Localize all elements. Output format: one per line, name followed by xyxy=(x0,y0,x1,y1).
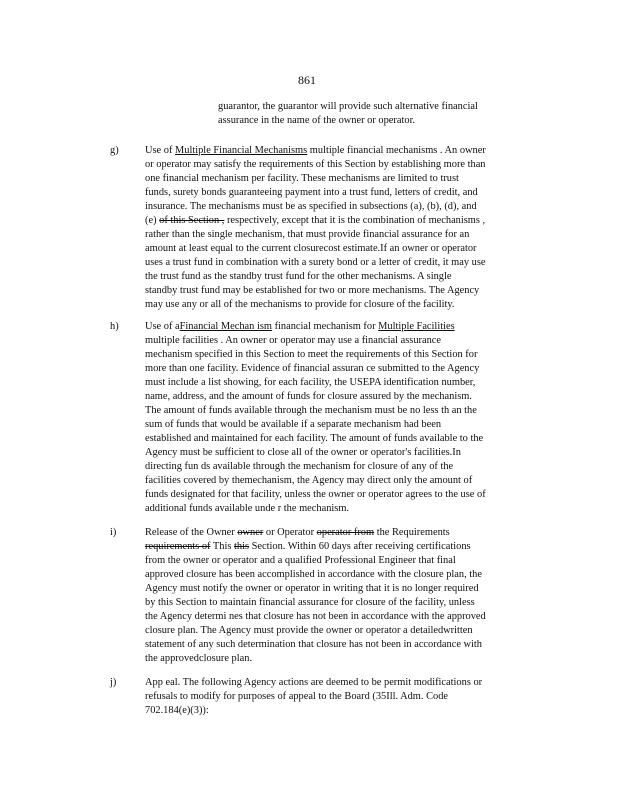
section-i-line: from the owner or operator and a qualified Professional Engineer that final xyxy=(145,555,456,566)
section-g-line: insurance. The mechanisms must be as specified in subsections (a), (b), (d), and xyxy=(145,201,477,212)
section-i-line xyxy=(145,540,540,554)
section-g-line: uses a trust fund in combination with a surety bond or a letter of credit, it may use xyxy=(145,257,486,268)
inserted-text: Financial Mechan ism xyxy=(179,321,272,332)
section-g-line: or operator may satisfy the requirements of this Section by establishing more than xyxy=(145,159,486,170)
section-j-line: App eal. The following Agency actions are deemed to be permit modifications or xyxy=(145,677,483,688)
section-i-label: i) xyxy=(110,527,117,538)
section-h-line: funds designated for that facility, unless the owner or operator agrees to the use of xyxy=(145,489,486,500)
section-h-line xyxy=(145,320,540,334)
section-i-body xyxy=(145,526,540,666)
section-i-line xyxy=(145,526,540,540)
section-h-line: Agency must be sufficient to close all of the owner or operator's facilities.In xyxy=(145,447,461,458)
text-run: multiple financial mechanisms . An owner xyxy=(307,145,486,156)
carryover-line: assurance in the name of the owner or operator. xyxy=(218,115,416,126)
section-i-line: Agency must notify the owner or operator in writing that it is no longer required xyxy=(145,583,479,594)
section-h-line: The amount of funds available through the mechanism must be no less th an the xyxy=(145,405,477,416)
section-h-line: more than one facility. Evidence of financial assuran ce submitted to the Agency xyxy=(145,363,480,374)
section-g-line: funds, surety bonds guaranteeing payment into a trust fund, letters of credit, and xyxy=(145,187,478,198)
carryover-paragraph xyxy=(218,100,518,128)
section-g-line xyxy=(145,214,540,228)
inserted-text: Multiple Facilities xyxy=(378,321,455,332)
text-run: financial mechanism for xyxy=(271,321,379,332)
section-g-line: the trust fund as the standby trust fund for the other mechanisms. A single xyxy=(145,271,452,282)
section-g-line: standby trust fund may be established for two or more mechanisms. The Agency xyxy=(145,285,480,296)
deleted-text: operator from xyxy=(316,527,375,538)
section-i-line: closure plan. The Agency must provide the owner or operator a detailedwritten xyxy=(145,625,473,636)
text-run: Use of xyxy=(145,145,176,156)
text-run: This xyxy=(210,541,234,552)
section-i-line: the Agency determi nes that closure has not been in accordance with the approved xyxy=(145,611,486,622)
text-run: the Requirements xyxy=(374,527,450,538)
section-g-line: amount at least equal to the current closurecost estimate.If an owner or operator xyxy=(145,243,477,254)
section-j-label: j) xyxy=(110,677,117,688)
section-g-body xyxy=(145,144,540,312)
section-h-line: multiple facilities . An owner or operator may use a financial assurance xyxy=(145,335,442,346)
deleted-text: this xyxy=(233,541,249,552)
section-h-line: sum of funds that would be available if a separate mechanism had been xyxy=(145,419,442,430)
section-g-line: rather than the single mechanism, that must provide financial assurance for an xyxy=(145,229,470,240)
deleted-text: requirements of xyxy=(145,541,211,552)
deleted-text: owner xyxy=(237,527,264,538)
text-run: Section. Within 60 days after receiving certifications xyxy=(249,541,471,552)
section-i-line: the approvedclosure plan. xyxy=(145,653,253,664)
section-h-line: directing fun ds available through the mechanism for closure of any of the xyxy=(145,461,454,472)
section-h-line: name, address, and the amount of funds for closure assured by the mechanism. xyxy=(145,391,472,402)
section-g-line: one financial mechanism per facility. These mechanisms are limited to trust xyxy=(145,173,459,184)
inserted-text: Multiple Financial Mechanisms xyxy=(175,145,308,156)
section-j-body xyxy=(145,676,540,718)
section-h-label: h) xyxy=(110,321,119,332)
page-number: 861 xyxy=(298,73,316,87)
text-run: (e) xyxy=(145,215,160,226)
section-h-line: additional funds available unde r the mechanism. xyxy=(145,503,349,514)
section-h-line: facilities covered by themechanism, the Agency may direct only the amount of xyxy=(145,475,473,486)
section-h-line: mechanism specified in this Section to meet the requirements of this Section for xyxy=(145,349,478,360)
carryover-line: guarantor, the guarantor will provide such alternative financial xyxy=(218,101,478,112)
text-run: Release of the Owner xyxy=(145,527,238,538)
section-g-line: may use any or all of the mechanisms to provide for closure of the facility. xyxy=(145,299,455,310)
section-j-line: 702.184(e)(3)): xyxy=(145,705,209,716)
section-g-label: g) xyxy=(110,145,119,156)
section-i-line: statement of any such determination that closure has not been in accordance with xyxy=(145,639,483,650)
section-i-line: approved closure has been accomplished in accordance with the closure plan, the xyxy=(145,569,482,580)
section-j-line: refusals to modify for purposes of appeal to the Board (35Ill. Adm. Code xyxy=(145,691,448,702)
deleted-text: of this Section , xyxy=(159,215,225,226)
section-h-line: must include a list showing, for each facility, the USEPA identification number, xyxy=(145,377,476,388)
text-run: or Operator xyxy=(263,527,317,538)
section-h-line: established and maintained for each facility. The amount of funds available to the xyxy=(145,433,484,444)
text-run: respectively, except that it is the combination of mechanisms , xyxy=(224,215,486,226)
section-i-line: by this Section to maintain financial assurance for closure of the facility, unless xyxy=(145,597,475,608)
section-h-body xyxy=(145,320,540,516)
text-run: Use of a xyxy=(145,321,180,332)
section-g-line xyxy=(145,144,540,158)
